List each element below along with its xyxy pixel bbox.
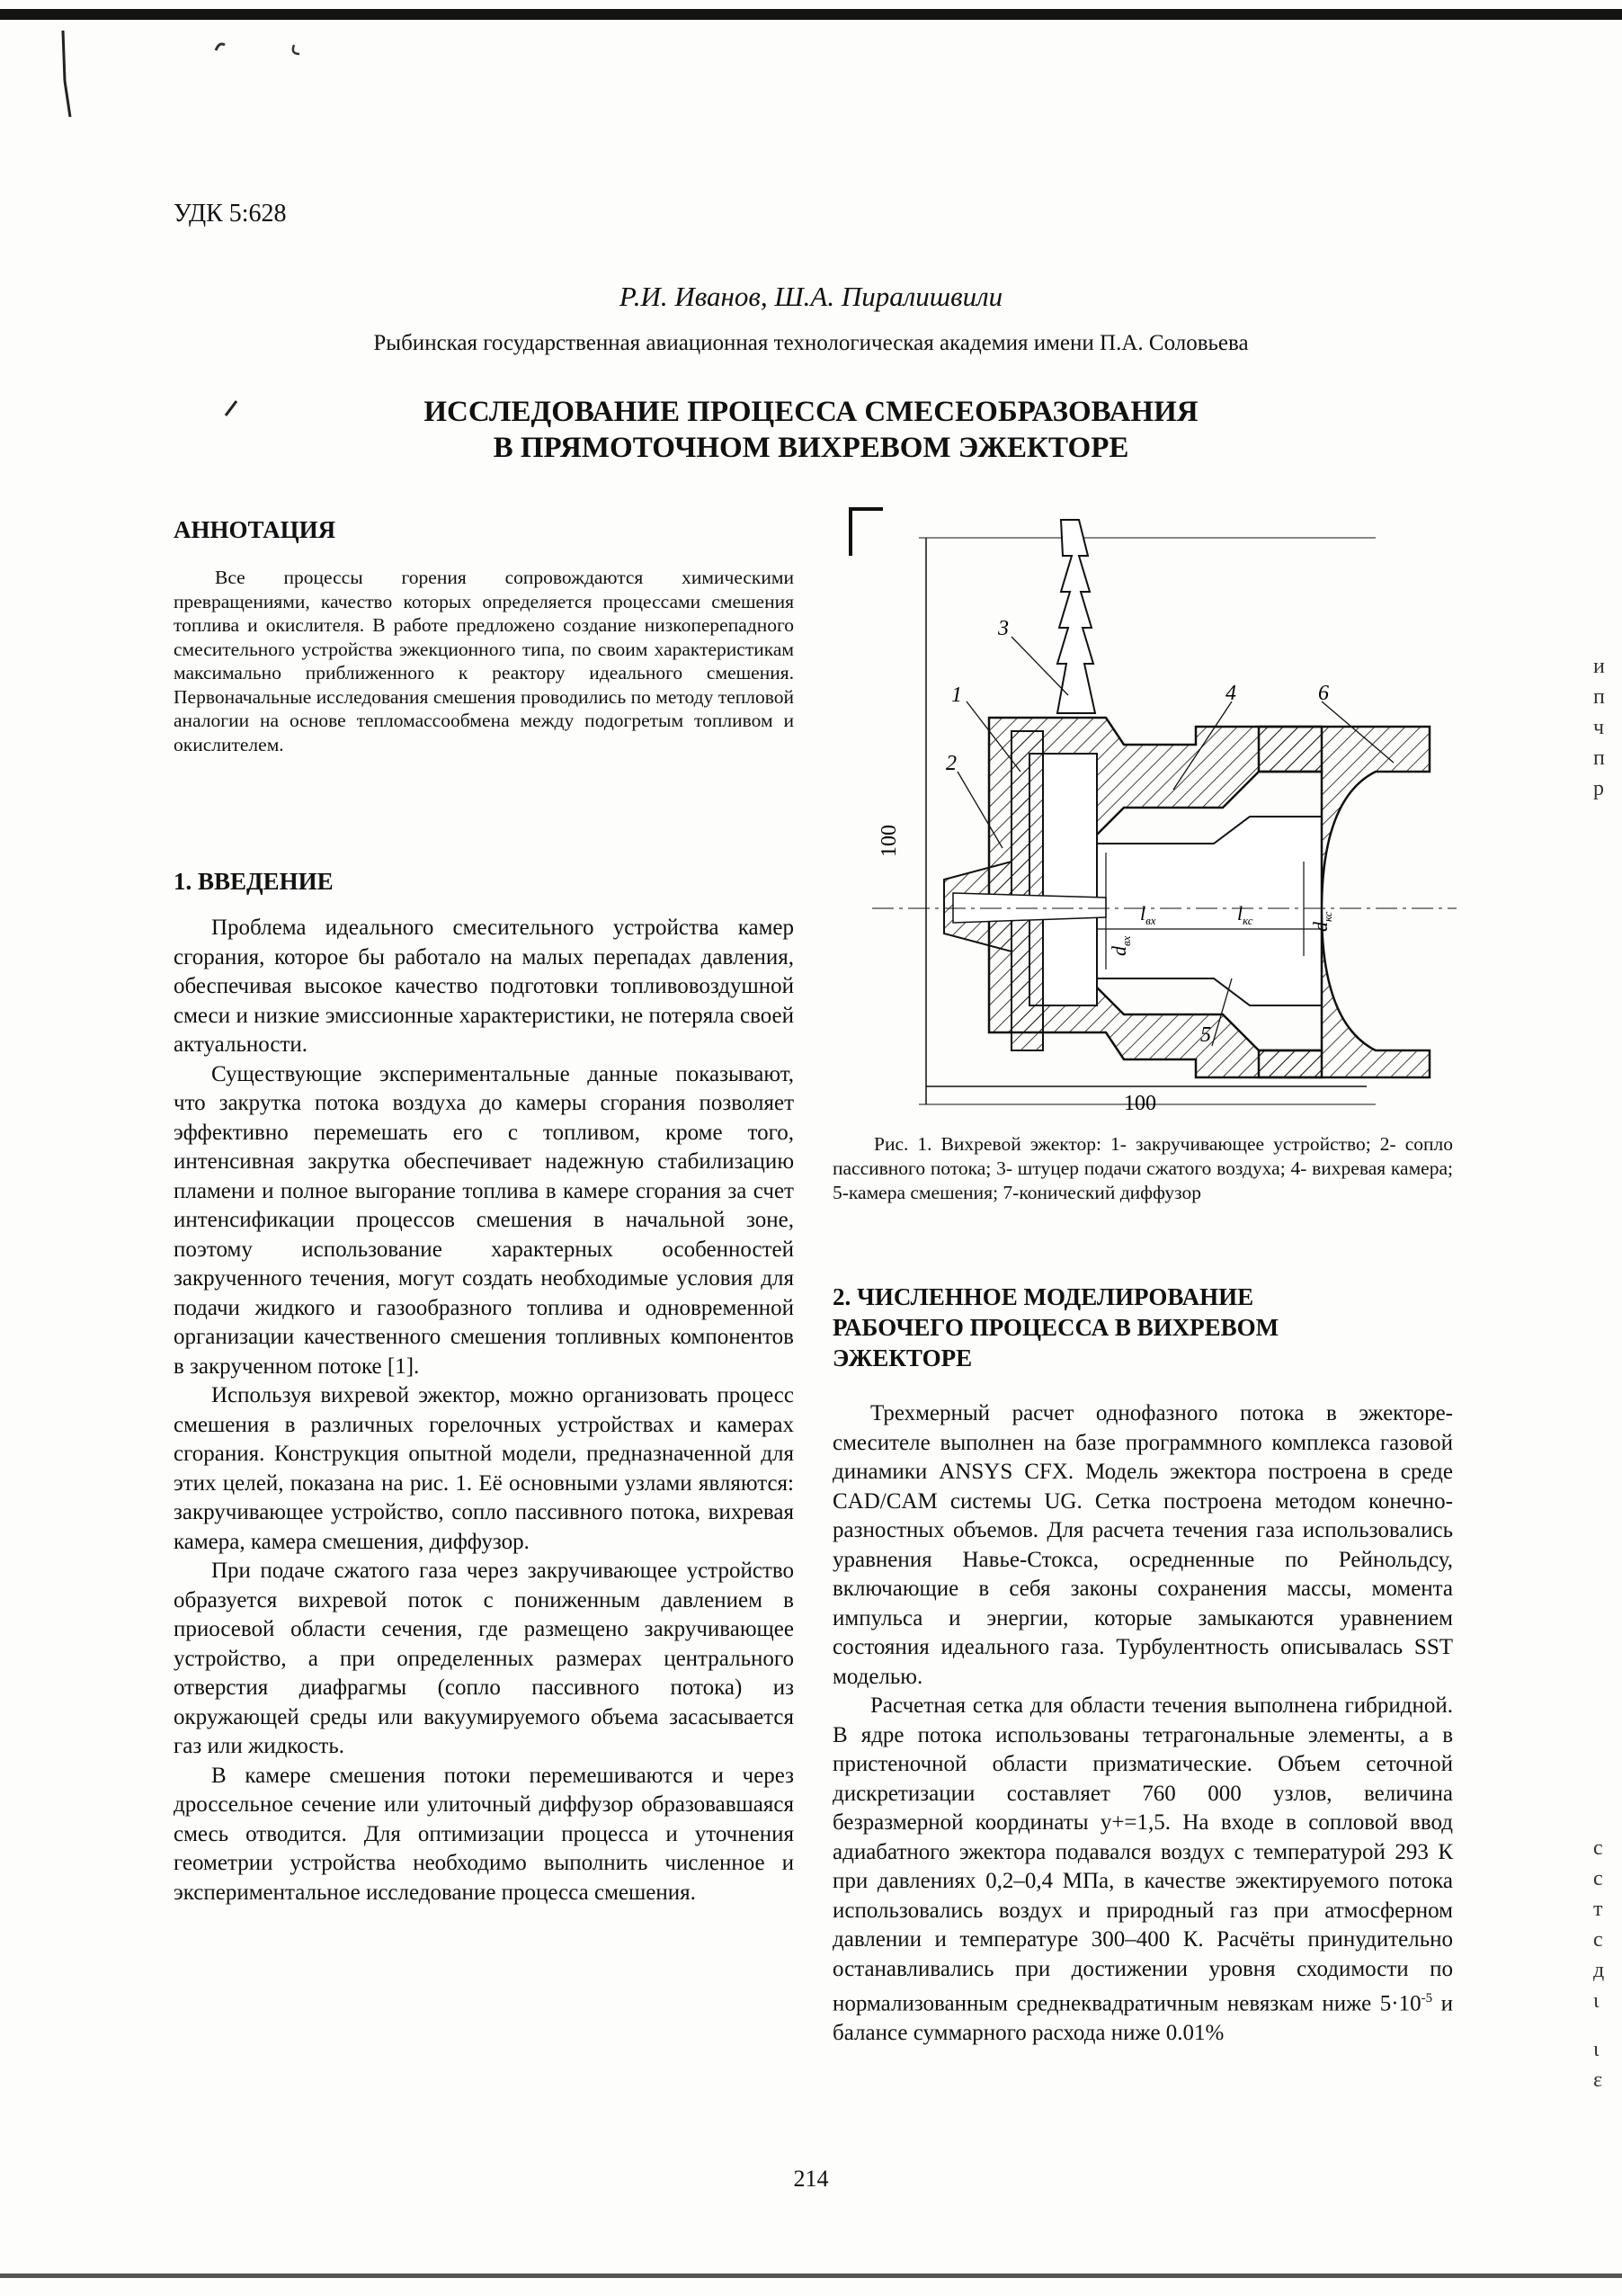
affiliation: Рыбинская государственная авиационная технологическая академия имени П.А. Соловьева <box>373 331 1249 355</box>
scan-bottom-border <box>0 2274 1622 2278</box>
edge-letter: и <box>1593 655 1605 678</box>
dim-l-vx: $l_{вх}$ <box>1140 902 1156 927</box>
dim-d-vx: $d_{вх}$ <box>1108 935 1133 956</box>
fig-label-5: 5 <box>1200 1023 1211 1047</box>
title-line-1: ИССЛЕДОВАНИЕ ПРОЦЕССА СМЕСЕОБРАЗОВАНИЯ <box>423 396 1199 428</box>
paragraph: Существующие экспериментальные данные показывают, что закрутка потока воздуха до камеры сгорания позволяет эффективно перемешать его с топливом, кроме того, интенсивная закрутка обеспечивает надежную стабилизацию пламени и полное выгорание топлива в камере сгорания за счет интенсификации процессов смешения в начальной зоне, поэтому использование характерных особенностей закрученного течения, могут создать необходимые условия для подачи жидкого и газообразного топлива и одновременной организации качественного смешения топливных компонентов в закрученном потоке [1]. <box>174 1061 794 1379</box>
paragraph: Трехмерный расчет однофазного потока в эжекторе-смесителе выполнен на базе программного комплекса газовой динамики ANSYS CFX. Модель эжектора построена в среде CAD/CAM системы UG. Сетка построена методом конечно-разностных объемов. Для расчета течения газа использовались уравнения Навье-Стокса, осредненные по Рейнольдсу, включающие в себя законы сохранения массы, момента импульса и энергии, которые замыкаются уравнением состояния идеального газа. Турбулентность описывалась SST моделью. <box>833 1401 1453 1689</box>
edge-letter: с <box>1593 1867 1603 1890</box>
page-number: 214 <box>793 2166 829 2192</box>
fig-label-1: 1 <box>951 683 962 707</box>
edge-letter: с <box>1593 1928 1603 1952</box>
edge-letter: т <box>1593 1898 1603 1921</box>
edge-letter: п <box>1593 685 1605 709</box>
paragraph: При подаче сжатого газа через закручивающее устройство образуется вихревой поток с пониженным давлением в приосевой области сечения, где размещено закручивающее устройство, а при определенных размерах центрального отверстия диафрагмы (сопло пассивного потока) из окружающей среды или вакуумируемого объема засасывается газ или жидкость. <box>174 1559 794 1758</box>
abstract-text <box>174 566 794 756</box>
section-1-heading: 1. ВВЕДЕНИЕ <box>174 868 334 895</box>
section-2-body <box>833 1399 1453 2048</box>
edge-letter: п <box>1593 746 1605 770</box>
caption-text: Рис. 1. Вихревой эжектор: 1- закручивающее устройство; 2- сопло пассивного потока; 3- штуцер подачи сжатого воздуха; 4- вихревая камера; 5-камера смешения; 7-конический диффузор <box>833 1133 1453 1203</box>
section-2-heading-line: ЭЖЕКТОРЕ <box>833 1345 973 1371</box>
paragraph-text: и балансе суммарного расхода ниже 0.01% <box>833 1991 1453 2045</box>
edge-letter: р <box>1593 777 1604 800</box>
abstract-heading: АННОТАЦИЯ <box>174 516 336 543</box>
edge-letter: ε <box>1593 2068 1603 2092</box>
section-2-heading <box>833 1282 1453 1373</box>
dim-horizontal: 100 <box>1124 1092 1156 1115</box>
fig-label-4: 4 <box>1225 682 1236 705</box>
udk-code: УДК 5:628 <box>174 200 287 228</box>
scan-tick-mark <box>209 36 316 63</box>
fig-label-3: 3 <box>998 617 1009 640</box>
fig-label-2: 2 <box>946 752 957 775</box>
abstract-paragraph: Все процессы горения сопровождаются химическими превращениями, качество которых определяется процессами смешения топлива и окислителя. В работе предложено создание низкоперепадного смесительного устройства эжекционного типа, по своим характеристикам максимально приближенного к реактору идеального смешения. Первоначальные исследования смешения проводились по методу тепловой аналогии на основе тепломассообмена между подогретым топливом и окислителем. <box>174 567 794 755</box>
authors: Р.И. Иванов, Ш.А. Пиралишвили <box>619 281 1003 312</box>
paragraph: Используя вихревой эжектор, можно организовать процесс смешения в различных горелочных устройствах и камерах сгорания. Конструкция опытной модели, предназначенной для этих целей, показана на рис. 1. Её основными узлами являются: закручивающее устройство, сопло пассивного потока, вихревая камера, камера смешения, диффузор. <box>174 1383 794 1554</box>
paragraph: Проблема идеального смесительного устройства камер сгорания, которое бы работало на малых перепадах давления, обеспечивая высокое качество подготовки топливовоздушной смеси и низкие эмиссионные характеристики, не потеряла своей актуальности. <box>174 916 794 1057</box>
corner-mark <box>851 509 883 556</box>
paragraph-text: Расчетная сетка для области течения выполнена гибридной. В ядре потока использованы тетрагональные элементы, а в пристеночной области призматические. Объем сеточной дискретизации составляет 760 000 узлов, величина безразмерной координаты y+=1,5. На входе в сопловой ввод адиабатного эжектора подавался воздух с температурой 293 К при давлениях 0,2–0,4 МПа, в качестве эжектируемого потока использовались воздух и природный газ при атмосферном давлении и температуре 300–400 К. Расчёты принудительно останавливались при достижении уровня сходимости по нормализованным среднеквадратичным невязкам ниже 5·10 <box>833 1693 1453 2016</box>
paragraph <box>833 1692 1453 2048</box>
edge-letter: д <box>1593 1959 1605 1982</box>
scan-margin-mark <box>45 27 99 126</box>
section-2-heading-line: РАБОЧЕГО ПРОЦЕССА В ВИХРЕВОМ <box>833 1314 1279 1341</box>
edge-letter: ι <box>1593 2038 1600 2061</box>
edge-letter: ч <box>1593 716 1605 739</box>
paper-title <box>0 394 1622 466</box>
ejector-drawing <box>836 502 1457 1122</box>
figure-caption <box>833 1132 1453 1205</box>
scan-top-border <box>0 9 1622 20</box>
edge-letter: ι <box>1593 1989 1600 2013</box>
dim-d-ks: $d_{кс}$ <box>1309 911 1334 932</box>
dim-l-ks: $l_{кс}$ <box>1237 902 1253 927</box>
section-1-body <box>174 914 794 1907</box>
section-2-heading-line: 2. ЧИСЛЕННОЕ МОДЕЛИРОВАНИЕ <box>833 1283 1254 1310</box>
paragraph: В камере смешения потоки перемешиваются и через дроссельное сечение или улиточный диффузор образовавшаяся смесь отводится. Для оптимизации процесса и уточнения геометрии устройства необходимо выполнить численное и экспериментальное исследование процесса смешения. <box>174 1763 794 1905</box>
dim-vertical: 100 <box>878 825 901 857</box>
fig-label-6: 6 <box>1318 682 1329 705</box>
title-line-2: В ПРЯМОТОЧНОМ ВИХРЕВОМ ЭЖЕКТОРЕ <box>493 432 1129 464</box>
superscript: -5 <box>1421 1991 1433 2006</box>
edge-letter: с <box>1593 1836 1603 1860</box>
